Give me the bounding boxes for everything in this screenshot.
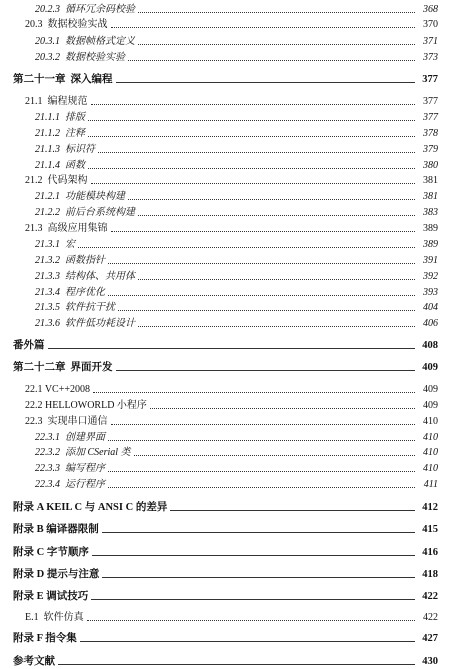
toc-entry-label <box>25 400 147 412</box>
dot-leader <box>88 135 415 137</box>
toc-entry-label <box>25 612 84 624</box>
dot-leader <box>111 423 416 425</box>
toc-entry-label <box>13 547 89 559</box>
toc-entry-title: 高级应用集锦 <box>47 223 108 234</box>
toc-entry[interactable] <box>0 156 475 172</box>
dot-leader <box>48 347 416 349</box>
toc-entry[interactable] <box>0 520 475 536</box>
toc-entry-label <box>13 502 167 514</box>
toc-entry-label <box>35 302 115 314</box>
toc-entry-title: 循环冗余码校验 <box>65 4 135 15</box>
toc-entry-label <box>35 207 135 219</box>
toc-entry[interactable] <box>0 251 475 267</box>
toc-entry[interactable] <box>0 543 475 559</box>
toc-entry[interactable] <box>0 283 475 299</box>
toc-entry-label <box>35 128 85 140</box>
dot-leader <box>128 198 415 200</box>
toc-entry-title: 编写程序 <box>65 463 105 474</box>
toc-entry[interactable] <box>0 428 475 444</box>
dot-leader <box>138 11 415 13</box>
toc-entry[interactable] <box>0 443 475 459</box>
dot-leader <box>134 454 415 456</box>
toc-entry[interactable] <box>0 629 475 645</box>
toc-entry-page: 411 <box>423 479 438 490</box>
toc-entry-label <box>35 191 125 203</box>
dot-leader <box>138 278 415 280</box>
dot-leader <box>111 230 416 232</box>
toc-entry-number: 22.3.3 <box>35 463 60 474</box>
toc-entry-label <box>35 52 125 64</box>
toc-entry-page: 392 <box>423 271 438 282</box>
toc-entry[interactable] <box>0 219 475 235</box>
toc-entry-label <box>35 144 95 156</box>
toc-entry-title: 附录 F 指令集 <box>13 633 77 644</box>
toc-entry[interactable] <box>0 587 475 603</box>
toc-entry[interactable] <box>0 652 475 668</box>
toc-entry-number: 20.3.2 <box>35 52 60 63</box>
toc-entry-page: 409 <box>423 384 438 395</box>
toc-entry-page: 377 <box>423 96 438 107</box>
toc-entry[interactable] <box>0 608 475 624</box>
toc-entry-title: 深入编程 <box>70 74 113 85</box>
dot-leader <box>91 598 415 600</box>
toc-entry-page: 373 <box>423 52 438 63</box>
toc-entry-title: 排版 <box>65 112 85 123</box>
toc-entry-page: 389 <box>423 223 438 234</box>
toc-entry-label <box>25 416 108 428</box>
dot-leader <box>91 103 416 105</box>
toc-entry-number: 20.3.1 <box>35 36 60 47</box>
toc-entry-title: 注释 <box>65 128 85 139</box>
toc-entry-number: 21.2 <box>25 175 43 186</box>
toc-entry-label <box>35 318 135 330</box>
toc-entry-page: 381 <box>423 175 438 186</box>
toc-entry-label <box>13 340 45 352</box>
toc-entry-title: 数据校验实验 <box>65 52 125 63</box>
dot-leader <box>91 182 416 184</box>
toc-entry-number: 21.1.3 <box>35 144 60 155</box>
toc-entry-number: 20.3 <box>25 19 43 30</box>
toc-entry-page: 381 <box>423 191 438 202</box>
toc-entry-number: 22.3.2 <box>35 447 60 458</box>
dot-leader <box>87 619 415 621</box>
toc-entry[interactable] <box>0 412 475 428</box>
dot-leader <box>108 439 415 441</box>
dot-leader <box>138 43 415 45</box>
toc-entry-title: 前后台系统构建 <box>65 207 135 218</box>
toc-entry-title: 标识符 <box>65 144 95 155</box>
toc-entry-number: 21.1.1 <box>35 112 60 123</box>
toc-entry-page: 427 <box>422 633 438 644</box>
toc-entry-title: 数据校验实战 <box>47 19 108 30</box>
toc-entry-label <box>13 633 77 645</box>
toc-entry[interactable] <box>0 498 475 514</box>
toc-entry-page: 410 <box>423 463 438 474</box>
dot-leader <box>88 167 415 169</box>
toc-entry-page: 371 <box>423 36 438 47</box>
toc-entry-page: 389 <box>423 239 438 250</box>
toc-entry[interactable] <box>0 48 475 64</box>
toc-entry-number: 第二十二章 <box>13 362 66 373</box>
toc-entry-title: 22.1 VC++2008 <box>25 384 90 395</box>
dot-leader <box>170 509 415 511</box>
toc-entry-page: 378 <box>423 128 438 139</box>
toc-entry[interactable] <box>0 171 475 187</box>
toc-entry-page: 377 <box>422 74 438 85</box>
toc-entry-label <box>35 463 105 475</box>
dot-leader <box>58 663 415 665</box>
toc-entry-label <box>25 175 88 187</box>
toc-entry-number: 21.1.4 <box>35 160 60 171</box>
toc-entry-page: 412 <box>422 502 438 513</box>
toc-entry[interactable] <box>0 15 475 31</box>
toc-entry-title: 附录 E 调试技巧 <box>13 591 89 602</box>
toc-entry-page: 410 <box>423 447 438 458</box>
dot-leader <box>92 554 415 556</box>
toc-entry-title: 参考文献 <box>13 656 55 667</box>
toc-entry-page: 409 <box>423 400 438 411</box>
toc-entry-title: 数据帧格式定义 <box>65 36 135 47</box>
toc-entry[interactable] <box>0 187 475 203</box>
dot-leader <box>108 470 415 472</box>
toc-entry-title: 软件抗干扰 <box>65 302 115 313</box>
toc-entry-label <box>35 36 135 48</box>
toc-entry[interactable] <box>0 358 475 374</box>
dot-leader <box>78 246 415 248</box>
toc-entry-number: 21.2.1 <box>35 191 60 202</box>
toc-entry-label <box>35 255 105 267</box>
toc-entry-title: 编程规范 <box>47 96 88 107</box>
toc-entry-number: 21.1.2 <box>35 128 60 139</box>
toc-entry-label <box>13 656 55 668</box>
dot-leader <box>116 81 416 83</box>
toc-entry-page: 404 <box>423 302 438 313</box>
dot-leader <box>80 640 415 642</box>
toc-entry-title: 结构体、共用体 <box>65 271 135 282</box>
toc-entry[interactable] <box>0 380 475 396</box>
toc-entry[interactable] <box>0 336 475 352</box>
toc-entry-title: 代码架构 <box>47 175 88 186</box>
toc-entry-title: 添加 CSerial 类 <box>65 447 131 458</box>
toc-entry-label <box>13 74 113 86</box>
toc-entry-title: 函数指针 <box>65 255 105 266</box>
toc-entry-number: 22.3 <box>25 416 43 427</box>
toc-entry-page: 406 <box>423 318 438 329</box>
toc-entry-number: 21.1 <box>25 96 43 107</box>
toc-entry-page: 377 <box>423 112 438 123</box>
toc-entry[interactable] <box>0 298 475 314</box>
toc-entry-number: 21.3.2 <box>35 255 60 266</box>
dot-leader <box>102 531 415 533</box>
toc-entry-title: 附录 B 编译器限制 <box>13 524 99 535</box>
toc-entry-title: 程序优化 <box>65 287 105 298</box>
toc-entry[interactable] <box>0 565 475 581</box>
toc-entry-page: 422 <box>422 591 438 602</box>
toc-entry-number: 21.3.6 <box>35 318 60 329</box>
dot-leader <box>88 119 415 121</box>
toc-entry-number: 21.2.2 <box>35 207 60 218</box>
dot-leader <box>93 391 415 393</box>
dot-leader <box>98 151 415 153</box>
toc-entry[interactable] <box>0 124 475 140</box>
toc-entry-label <box>35 271 135 283</box>
toc-entry[interactable] <box>0 108 475 124</box>
toc-entry-title: 界面开发 <box>70 362 113 373</box>
toc-entry-title: 22.2 HELLOWORLD 小程序 <box>25 400 147 411</box>
toc-entry-number: 21.3.5 <box>35 302 60 313</box>
toc-entry-label <box>13 591 88 603</box>
toc-entry-page: 393 <box>423 287 438 298</box>
toc-entry-label <box>25 384 90 396</box>
toc-entry-number: 20.2.3 <box>35 4 60 15</box>
toc-entry-number: 21.3.1 <box>35 239 60 250</box>
toc-entry[interactable] <box>0 203 475 219</box>
toc-entry-number: 21.3.4 <box>35 287 60 298</box>
toc-entry[interactable] <box>0 70 475 86</box>
toc-entry-title: 运行程序 <box>65 479 105 490</box>
toc-entry-number: 第二十一章 <box>13 74 66 85</box>
toc-entry-title: 番外篇 <box>13 340 45 351</box>
dot-leader <box>116 369 416 371</box>
toc-entry-page: 416 <box>422 547 438 558</box>
toc-entry-title: 软件低功耗设计 <box>65 318 135 329</box>
toc-entry-label <box>13 569 99 581</box>
toc-entry-page: 383 <box>423 207 438 218</box>
toc-entry-title: 函数 <box>65 160 85 171</box>
toc-entry-title: 功能模块构建 <box>65 191 125 202</box>
toc-entry-page: 410 <box>423 416 438 427</box>
toc-entry-page: 370 <box>423 19 438 30</box>
toc-entry[interactable] <box>0 267 475 283</box>
toc-entry-page: 415 <box>422 524 438 535</box>
toc-entry-title: 宏 <box>65 239 75 250</box>
toc-entry-page: 380 <box>423 160 438 171</box>
dot-leader <box>108 262 415 264</box>
toc-entry-number: E.1 <box>25 612 39 623</box>
toc-entry[interactable] <box>0 140 475 156</box>
toc-entry-page: 408 <box>422 340 438 351</box>
toc-entry-label <box>35 447 131 459</box>
dot-leader <box>138 214 415 216</box>
toc-entry-page: 418 <box>422 569 438 580</box>
toc-entry[interactable] <box>0 235 475 251</box>
toc-entry-label <box>25 223 108 235</box>
toc-entry-page: 430 <box>422 656 438 667</box>
toc-entry-page: 409 <box>422 362 438 373</box>
toc-entry-number: 21.3 <box>25 223 43 234</box>
toc-entry-label <box>35 479 105 491</box>
dot-leader <box>102 576 415 578</box>
dot-leader <box>111 26 416 28</box>
toc-entry-title: 附录 A KEIL C 与 ANSI C 的差异 <box>13 502 168 513</box>
toc-entry[interactable] <box>0 314 475 330</box>
toc-entry-page: 368 <box>423 4 438 15</box>
toc-entry-title: 实现串口通信 <box>47 416 108 427</box>
toc-entry-title: 附录 D 提示与注意 <box>13 569 100 580</box>
dot-leader <box>118 309 415 311</box>
dot-leader <box>108 294 415 296</box>
dot-leader <box>138 325 415 327</box>
toc-entry-label <box>35 112 85 124</box>
toc-entry-label <box>13 362 113 374</box>
toc-entry[interactable] <box>0 0 475 16</box>
toc-entry-label <box>13 524 99 536</box>
dot-leader <box>108 486 415 488</box>
toc-entry-label <box>35 239 75 251</box>
toc-entry[interactable] <box>0 396 475 412</box>
toc-entry-number: 22.3.4 <box>35 479 60 490</box>
toc-entry-number: 22.3.1 <box>35 432 60 443</box>
toc-entry-label <box>25 96 88 108</box>
toc-entry-title: 附录 C 字节顺序 <box>13 547 89 558</box>
toc-entry-title: 创建界面 <box>65 432 105 443</box>
toc-entry-label <box>25 19 108 31</box>
toc-entry[interactable] <box>0 475 475 491</box>
toc-entry-page: 422 <box>423 612 438 623</box>
toc-entry-number: 21.3.3 <box>35 271 60 282</box>
toc-entry[interactable] <box>0 32 475 48</box>
dot-leader <box>128 59 415 61</box>
toc-entry[interactable] <box>0 459 475 475</box>
toc-entry-page: 391 <box>423 255 438 266</box>
toc-entry[interactable] <box>0 92 475 108</box>
toc-entry-page: 379 <box>423 144 438 155</box>
toc-entry-title: 软件仿真 <box>43 612 84 623</box>
dot-leader <box>150 407 415 409</box>
toc-entry-page: 410 <box>423 432 438 443</box>
